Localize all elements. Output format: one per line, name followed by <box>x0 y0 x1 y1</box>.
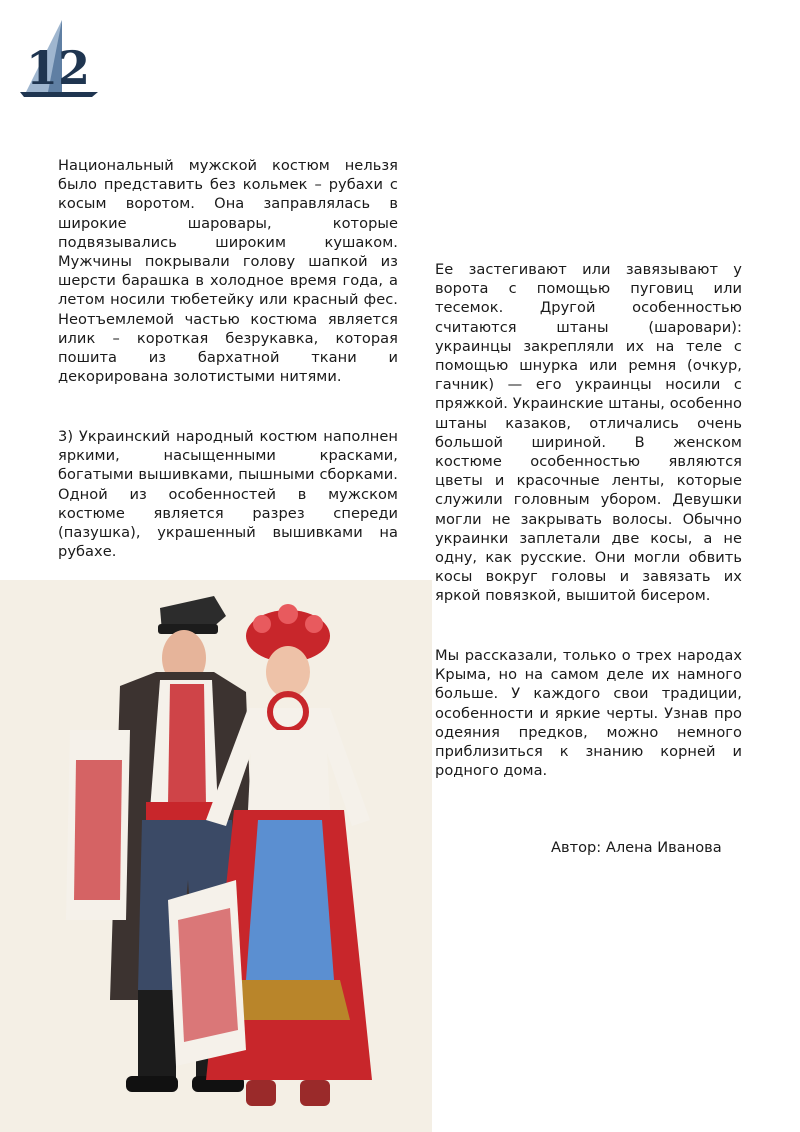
paragraph-conclusion: Мы рассказали, только о трех народах Крыма, но на самом деле их намного больше. У каждого свои традиции, особенности и яркие черты. Узнав про одеяния предков, можно немного приблизиться к знанию корней и родного дома. <box>435 647 742 780</box>
page-number-logo <box>18 18 100 98</box>
sail-logo-icon <box>18 18 100 98</box>
ukrainian-couple-icon <box>0 580 432 1132</box>
folk-costume-illustration <box>0 580 432 1132</box>
page-number: 12 <box>25 41 91 95</box>
paragraph-crimean-tatar-male-costume: Национальный мужской костюм нельзя было представить без кольмек – рубахи с косым воротом. Она заправлялась в широкие шаровары, которые подвязывались широким кушаком. Мужчины покрывали голову шапкой из шерсти барашка в холодное время года, а летом носили тюбетейку или красный фес. Неотъемлемой частью костюма является илик – короткая безрукавка, которая пошита из бархатной ткани и декорирована золотистыми нитями. <box>58 157 398 386</box>
author-credit: Автор: Алена Иванова <box>551 839 722 856</box>
paragraph-ukrainian-costume-details: Ее застегивают или завязывают у ворота с помощью пуговиц или тесемок. Другой особенностью считаются штаны (шаровари): украинцы закрепляли их на теле с помощью шнурка или ремня (очкур, гачник) — его украинцы носили с пряжкой. Украинские штаны, особенно штаны казаков, отличались очень большой шириной. В женском костюме особенностью являются цветы и красочные ленты, которые служили головным убором. Девушки могли не закрывать волосы. Обычно украинки заплетали две косы, а не одну, как русские. Они могли обвить косы вокруг головы и завязать их яркой повязкой, вышитой бисером. <box>435 261 742 605</box>
paragraph-ukrainian-costume-intro: 3) Украинский народный костюм наполнен яркими, насыщенными красками, богатыми вышивками, пышными сборками. Одной из особенностей в мужском костюме является разрез спереди (пазушка), украшенный вышивками на рубахе. <box>58 428 398 561</box>
